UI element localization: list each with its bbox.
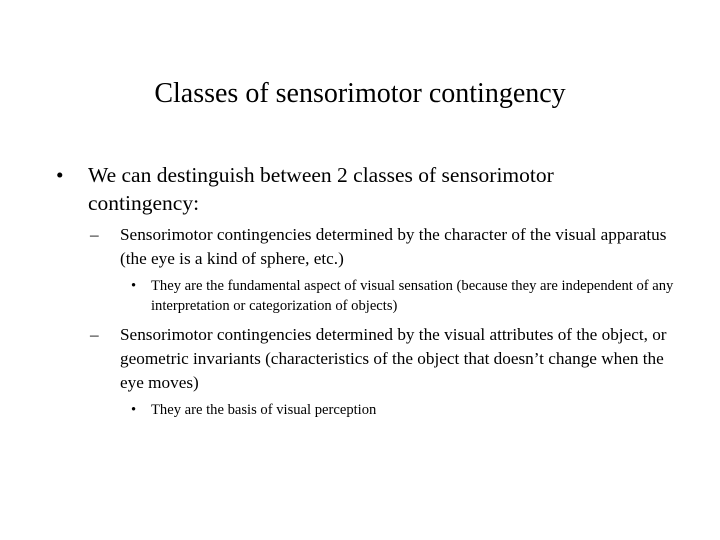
subsubbullet-text: They are the basis of visual perception [151, 402, 377, 418]
dash-marker: – [90, 225, 99, 244]
subbullet-visual-apparatus [90, 223, 690, 271]
subsubbullet-visual-sensation [131, 276, 691, 316]
bullet-marker: • [131, 402, 137, 418]
bullet-marker: • [56, 163, 64, 187]
subbullet-visual-attributes [90, 323, 690, 395]
subsubbullet-text: They are the fundamental aspect of visual sensation (because they are independent of any interpretation or categorization of objects) [151, 278, 674, 314]
dash-marker: – [90, 325, 99, 344]
subbullet-text: Sensorimotor contingencies determined by the visual attributes of the object, or geometric invariants (characteristics of the object that doesn’t change when the eye moves) [120, 325, 667, 392]
subsubbullet-visual-perception [131, 400, 691, 420]
bullet-level1 [56, 161, 648, 217]
subbullet-text: Sensorimotor contingencies determined by the character of the visual apparatus (the eye is a kind of sphere, etc.) [120, 225, 667, 268]
bullet-marker: • [131, 278, 137, 294]
bullet-text: We can destinguish between 2 classes of sensorimotor contingency: [88, 163, 554, 215]
slide-title: Classes of sensorimotor contingency [154, 78, 566, 109]
